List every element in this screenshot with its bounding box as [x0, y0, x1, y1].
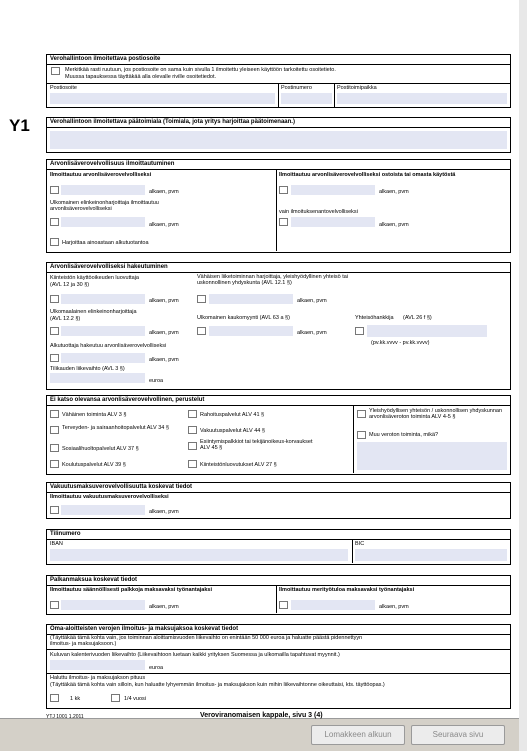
payroll-regular-date-input[interactable] [61, 600, 145, 610]
vat-reg-checkbox[interactable] [50, 186, 59, 194]
page-label: Veroviranomaisen kappale, sivu 3 (4) [200, 712, 323, 719]
sa-option1-label: 1 kk [70, 696, 81, 702]
small-business-date-input[interactable] [209, 294, 293, 304]
not-vat-2-checkbox[interactable] [50, 426, 59, 434]
not-vat-3-checkbox[interactable] [50, 444, 59, 452]
vat-application-title: Arvonlisäverovelvolliseksi hakeutuminen [47, 263, 510, 273]
own-purchases-date-label: alkaen, pvm [379, 189, 409, 195]
vat-registration-title: Arvonlisäverovelvollisuus ilmoittautuminen [47, 160, 510, 170]
postal-city-input[interactable] [337, 93, 507, 104]
turnover-currency: euroa [149, 378, 164, 384]
postal-city-label: Postitoimipaikka [337, 85, 377, 91]
property-law: (AVL 12 ja 30 §) [50, 282, 90, 288]
payroll-title: Palkanmaksua koskevat tiedot [47, 576, 510, 586]
not-vat-7-checkbox[interactable] [188, 442, 197, 450]
own-purchases-checkbox[interactable] [279, 186, 288, 194]
property-checkbox[interactable] [50, 295, 59, 303]
not-vat-10-checkbox[interactable] [357, 431, 366, 439]
primary-app-label: Alkutuottaja hakeutuu arvonlisäverovelvolliseksi [50, 343, 167, 349]
payroll-section [46, 575, 511, 615]
not-vat-3-label: Sosiaalihuoltopalvelut ALV 37 § [62, 446, 139, 452]
not-vat-9-label: Yleishyödyllisen yhteisön / uskonnollisen yhdyskunnan arvonlisäveroton toiminta ALV 4-5 § [369, 408, 502, 420]
form-label: Y1 [9, 116, 30, 135]
payroll-seafarer-label: Ilmoittautuu merityötuloa maksavaksi työnantajaksi [279, 587, 415, 593]
sa-period-label: Haluttu ilmoitus- ja maksujakson pituus [50, 675, 146, 681]
bic-label: BIC [355, 541, 365, 547]
vat-reg-label: Ilmoittautuu arvonlisäverovelvolliseksi [50, 172, 152, 178]
self-assessed-section [46, 624, 511, 709]
not-vat-1-checkbox[interactable] [50, 410, 59, 418]
distance-sales-label: Ulkomainen kaukomyynti (AVL 63 a §) [197, 315, 290, 321]
vat-application-section [46, 262, 511, 390]
foreign-app-date-label: alkaen, pvm [149, 330, 179, 336]
turnover-label: Tilikauden liikevaihto (AVL 3 §) [50, 366, 125, 372]
postal-code-label: Postinumero [281, 85, 312, 91]
small-business-checkbox[interactable] [197, 295, 206, 303]
joint-acquirer-law: (AVL 26 f §) [403, 315, 432, 321]
exempt-only-checkbox[interactable] [279, 218, 288, 226]
not-vat-5-checkbox[interactable] [188, 410, 197, 418]
iban-input[interactable] [50, 549, 348, 561]
insurance-section [46, 482, 511, 519]
not-vat-6-checkbox[interactable] [188, 426, 197, 434]
sa-turnover-input[interactable] [50, 660, 145, 670]
distance-sales-date-label: alkaen, pvm [297, 330, 327, 336]
distance-sales-date-input[interactable] [209, 326, 293, 336]
vat-registration-section [46, 159, 511, 253]
postal-note-1: Merkitkää rasti ruutuun, jos postiosoite on sama kuin sivulla 1 ilmoitettu yleiseen käyttöön tarkoitettu osoitetieto. [65, 67, 336, 73]
joint-acquirer-checkbox[interactable] [355, 327, 364, 335]
sa-turnover-label: Kuluvan kalenterivuoden liikevaihto (Liikevaihtoon luetaan kaikki yrityksen Suomessa ja ulkomailla tapahtuvat myynnit.) [50, 652, 340, 658]
primary-app-date-input[interactable] [61, 353, 145, 363]
not-vat-10-label: Muu veroton toiminta, mikä? [369, 432, 439, 438]
exempt-only-label: vain ilmoituksenantovelvolliseksi [279, 209, 358, 215]
not-vat-other-input[interactable] [357, 442, 507, 470]
distance-sales-checkbox[interactable] [197, 327, 206, 335]
vat-reg-date-input[interactable] [61, 185, 145, 195]
not-vat-5-label: Rahoituspalvelut ALV 41 § [200, 412, 265, 418]
payroll-seafarer-date-label: alkaen, pvm [379, 604, 409, 610]
payroll-seafarer-date-input[interactable] [291, 600, 375, 610]
not-vat-7-label: Esiintymispalkkiot tai tekijänoikeus-korvaukset ALV 45 § [200, 439, 313, 451]
joint-acquirer-label: Yhteisöhankkija [355, 315, 394, 321]
turnover-input[interactable] [50, 373, 145, 383]
postal-note-2: Muussa tapauksessa täyttäkää alla olevalle riville osoitetiedot. [65, 74, 217, 80]
postal-address-label: Postiosoite [50, 85, 77, 91]
exempt-only-date-input[interactable] [291, 217, 375, 227]
joint-acquirer-period-input[interactable] [367, 325, 487, 337]
payroll-regular-label: Ilmoittautuu säännöllisesti palkkoja maksavaksi työnantajaksi [50, 587, 213, 593]
account-section [46, 529, 511, 565]
account-title: Tilinumero [47, 530, 510, 540]
not-vat-6-label: Vakuutuspalvelut ALV 44 § [200, 428, 265, 434]
small-business-label: Vähäisen liiketoiminnan harjoittaja, yleishyödyllinen yhteisö tai uskonnollinen yhdyskunta (AVL 12.1 §) [197, 274, 349, 286]
not-vat-8-label: Kiinteistönluovutukset ALV 27 § [200, 462, 277, 468]
primary-production-label: Harjoittaa ainoastaan alkutuotantoa [62, 240, 149, 246]
sa-period-note: (Täyttäkää tämä kohta vain silloin, kun haluatte lyhyemmän ilmoitus- ja maksujakson kuin mihin liikevaihtonne oikeuttaisi, kts. täyttöopas.) [50, 682, 385, 688]
foreign-app-label: Ulkomaalainen elinkeinonharjoittaja [50, 309, 137, 315]
insurance-reg-label: Ilmoittautuu vakuutusmaksuverovelvolliseksi [50, 494, 169, 500]
postal-section [46, 54, 511, 108]
payroll-regular-date-label: alkaen, pvm [149, 604, 179, 610]
not-vat-2-label: Terveyden- ja sairaanhoitopalvelut ALV 34 § [62, 425, 169, 431]
insurance-date-label: alkaen, pvm [149, 509, 179, 515]
sa-option1-checkbox[interactable] [50, 694, 59, 702]
not-vat-4-checkbox[interactable] [50, 460, 59, 468]
foreign-app-checkbox[interactable] [50, 327, 59, 335]
not-vat-title: Ei katso olevansa arvonlisäverovelvollinen, perustelut [47, 396, 510, 406]
insurance-checkbox[interactable] [50, 506, 59, 514]
small-business-date-label: alkaen, pvm [297, 298, 327, 304]
own-purchases-label: Ilmoittautuu arvonlisäverovelvolliseksi ostoista tai omasta käytöstä [279, 172, 456, 178]
form-code: YTJ 1001 1.2011 [46, 714, 84, 720]
primary-app-date-label: alkaen, pvm [149, 357, 179, 363]
industry-section [46, 117, 511, 153]
payroll-regular-checkbox[interactable] [50, 601, 59, 609]
postal-title: Verohallintoon ilmoitettava postiosoite [47, 55, 510, 65]
own-purchases-date-input[interactable] [291, 185, 375, 195]
foreign-checkbox[interactable] [50, 218, 59, 226]
sa-option2-label: 1/4 vuosi [124, 696, 147, 702]
vat-reg-date-label: alkaen, pvm [149, 189, 179, 195]
industry-input[interactable] [50, 131, 507, 149]
not-vat-4-label: Koulutuspalvelut ALV 39 § [62, 462, 126, 468]
insurance-title: Vakuutusmaksuverovelvollisuutta koskevat tiedot [47, 483, 510, 493]
payroll-seafarer-checkbox[interactable] [279, 601, 288, 609]
form-start-button[interactable]: Lomakkeen alkuun [311, 725, 405, 745]
self-assessed-title: Oma-aloitteisten verojen ilmoitus- ja maksujaksoa koskevat tiedot [47, 625, 510, 635]
not-vat-9-checkbox[interactable] [357, 410, 366, 418]
iban-label: IBAN [50, 541, 63, 547]
sa-option2-checkbox[interactable] [111, 694, 120, 702]
foreign-label: Ulkomainen elinkeinonharjoittaja ilmoittautuu arvonlisäverovelvolliseksi [50, 200, 159, 212]
self-assessed-note: (Täyttäkää tämä kohta vain, jos toiminnan aloittamisvuoden liikevaihto on enintään 50 000 euroa ja haluatte päästä pidennettyyn ilmoitus- ja maksujaksoon.) [50, 635, 363, 647]
industry-title: Verohallintoon ilmoitettava päätoimiala (Toimiala, jota yritys harjoittaa päätoimenaan.) [47, 118, 510, 128]
next-page-button[interactable]: Seuraava sivu [411, 725, 505, 745]
primary-app-checkbox[interactable] [50, 354, 59, 362]
insurance-date-input[interactable] [61, 505, 145, 515]
primary-production-checkbox[interactable] [50, 238, 59, 246]
foreign-date-label: alkaen, pvm [149, 222, 179, 228]
exempt-only-date-label: alkaen, pvm [379, 222, 409, 228]
not-vat-8-checkbox[interactable] [188, 460, 197, 468]
scroll-edge [519, 0, 527, 751]
postal-code-input[interactable] [281, 93, 332, 104]
period-format: (pv.kk.vvvv - pv.kk.vvvv) [371, 340, 430, 346]
property-date-label: alkaen, pvm [149, 298, 179, 304]
postal-address-input[interactable] [50, 93, 275, 104]
not-vat-1-label: Vähäinen toiminta ALV 3 § [62, 412, 127, 418]
property-label: Kiinteistön käyttöoikeuden luovuttaja [50, 275, 139, 281]
foreign-app-law: (AVL 12.2 §) [50, 316, 81, 322]
bic-input[interactable] [355, 549, 507, 561]
not-vat-section [46, 395, 511, 475]
same-address-checkbox[interactable] [51, 67, 60, 75]
property-date-input[interactable] [61, 294, 145, 304]
foreign-date-input[interactable] [61, 217, 145, 227]
foreign-app-date-input[interactable] [61, 326, 145, 336]
sa-turnover-currency: euroa [149, 665, 164, 671]
